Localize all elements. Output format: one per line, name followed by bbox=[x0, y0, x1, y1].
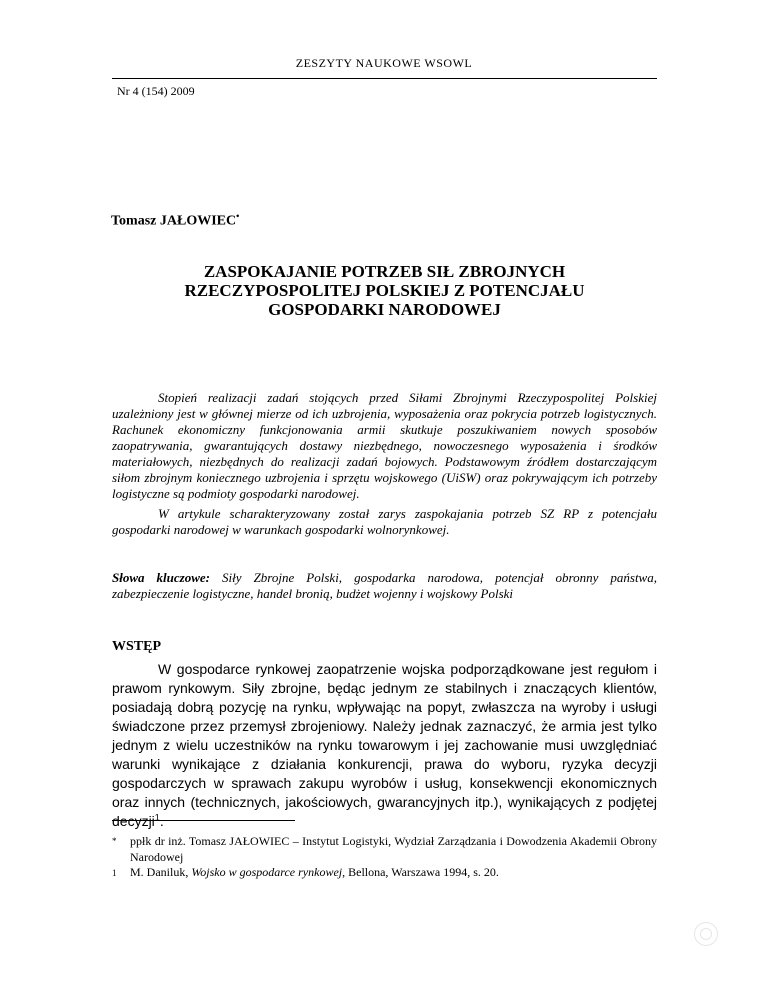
footnote-author bbox=[112, 833, 657, 865]
abstract-paragraph-2: W artykule scharakteryzowany został zarys zaspokajania potrzeb SZ RP z potencjału gospodarki narodowej w warunkach gospodarki wolnorynkowej. bbox=[112, 506, 657, 537]
issue-number: Nr 4 (154) 2009 bbox=[117, 84, 195, 98]
header-rule bbox=[112, 78, 657, 79]
journal-title: ZESZYTY NAUKOWE WSOWL bbox=[295, 56, 473, 70]
footnote-mark-1: 1 bbox=[112, 868, 117, 878]
author-name bbox=[111, 211, 239, 230]
footnote-1-text bbox=[112, 864, 657, 880]
author-footnote-mark: • bbox=[236, 211, 240, 221]
footnote-1-publisher: , Bellona, Warszawa 1994, s. 20. bbox=[342, 865, 499, 879]
keywords bbox=[112, 570, 657, 602]
title-line-1: ZASPOKAJANIE POTRZEB SIŁ ZBROJNYCH bbox=[203, 262, 566, 281]
keywords-text: Siły Zbrojne Polski, gospodarka narodowa, potencjał obronny państwa, zabezpieczenie logistyczne, handel bronią, budżet wojenny i wojskowy Polski bbox=[112, 570, 657, 601]
keywords-label: Słowa kluczowe: bbox=[112, 570, 210, 585]
footnote-1 bbox=[112, 864, 657, 880]
author-name-text: Tomasz JAŁOWIEC bbox=[111, 213, 237, 229]
footnote-mark-author: * bbox=[112, 836, 117, 846]
footnote-author-text: ppłk dr inż. Tomasz JAŁOWIEC – Instytut Logistyki, Wydział Zarządzania i Dowodzenia Akademii Obrony Narodowej bbox=[130, 834, 657, 864]
intro-end: . bbox=[159, 813, 164, 829]
intro-text: W gospodarce rynkowej zaopatrzenie wojska podporządkowane jest regułom i prawom rynkowym. Siły zbrojne, będąc jednym ze stabilnych i znaczących klientów, posiadają dobrą pozycję na rynku, wpływając na popyt, zwłaszcza na wyroby i usługi świadczone przez przemysł zbrojeniowy. Należy jednak zaznaczyć, że armia jest tylko jednym z wielu uczestników na rynku towarowym i jej zachowanie musi uwzględniać warunki wynikające z działania konkurencji, prawa do wyboru, ryzyka decyzji gospodarczych w sprawach zakupu wyrobów i usług, konsekwencji ekonomicznych oraz innych (technicznych, jakościowych, gwarancyjnych itp.), wynikających z podjętej decyzji bbox=[112, 661, 657, 829]
footnote-ref-1: 1 bbox=[154, 812, 160, 823]
intro-paragraph bbox=[112, 660, 657, 831]
footnote-rule bbox=[112, 820, 295, 821]
section-heading: WSTĘP bbox=[112, 639, 162, 654]
abstract-paragraph-1: Stopień realizacji zadań stojących przed Siłami Zbrojnymi Rzeczypospolitej Polskiej uzależniony jest w głównej mierze od ich uzbrojenia, wyposażenia oraz pokrycia potrzeb logistycznych. Rachunek ekonomiczny funkcjonowania armii skutkuje poszukiwaniem nowych sposobów zaopatrywania, gwarantujących dostawy niezbędnego, nowoczesnego wyposażenia i środków materiałowych, niezbędnych do realizacji zadań bojowych. Podstawowym źródłem dostarczającym siłom zbrojnym koniecznego uzbrojenia i sprzętu wojskowego (UiSW) oraz pokrywającym ich potrzeby logistyczne są podmioty gospodarki narodowej. bbox=[112, 390, 657, 501]
article-title bbox=[112, 262, 657, 319]
footnote-1-book-title: Wojsko w gospodarce rynkowej bbox=[191, 865, 343, 879]
watermark-icon bbox=[694, 922, 718, 946]
footnote-1-author: M. Daniluk, bbox=[130, 865, 192, 879]
title-line-3: GOSPODARKI NARODOWEJ bbox=[268, 300, 501, 319]
title-line-2: RZECZYPOSPOLITEJ POLSKIEJ Z POTENCJAŁU bbox=[184, 281, 585, 300]
